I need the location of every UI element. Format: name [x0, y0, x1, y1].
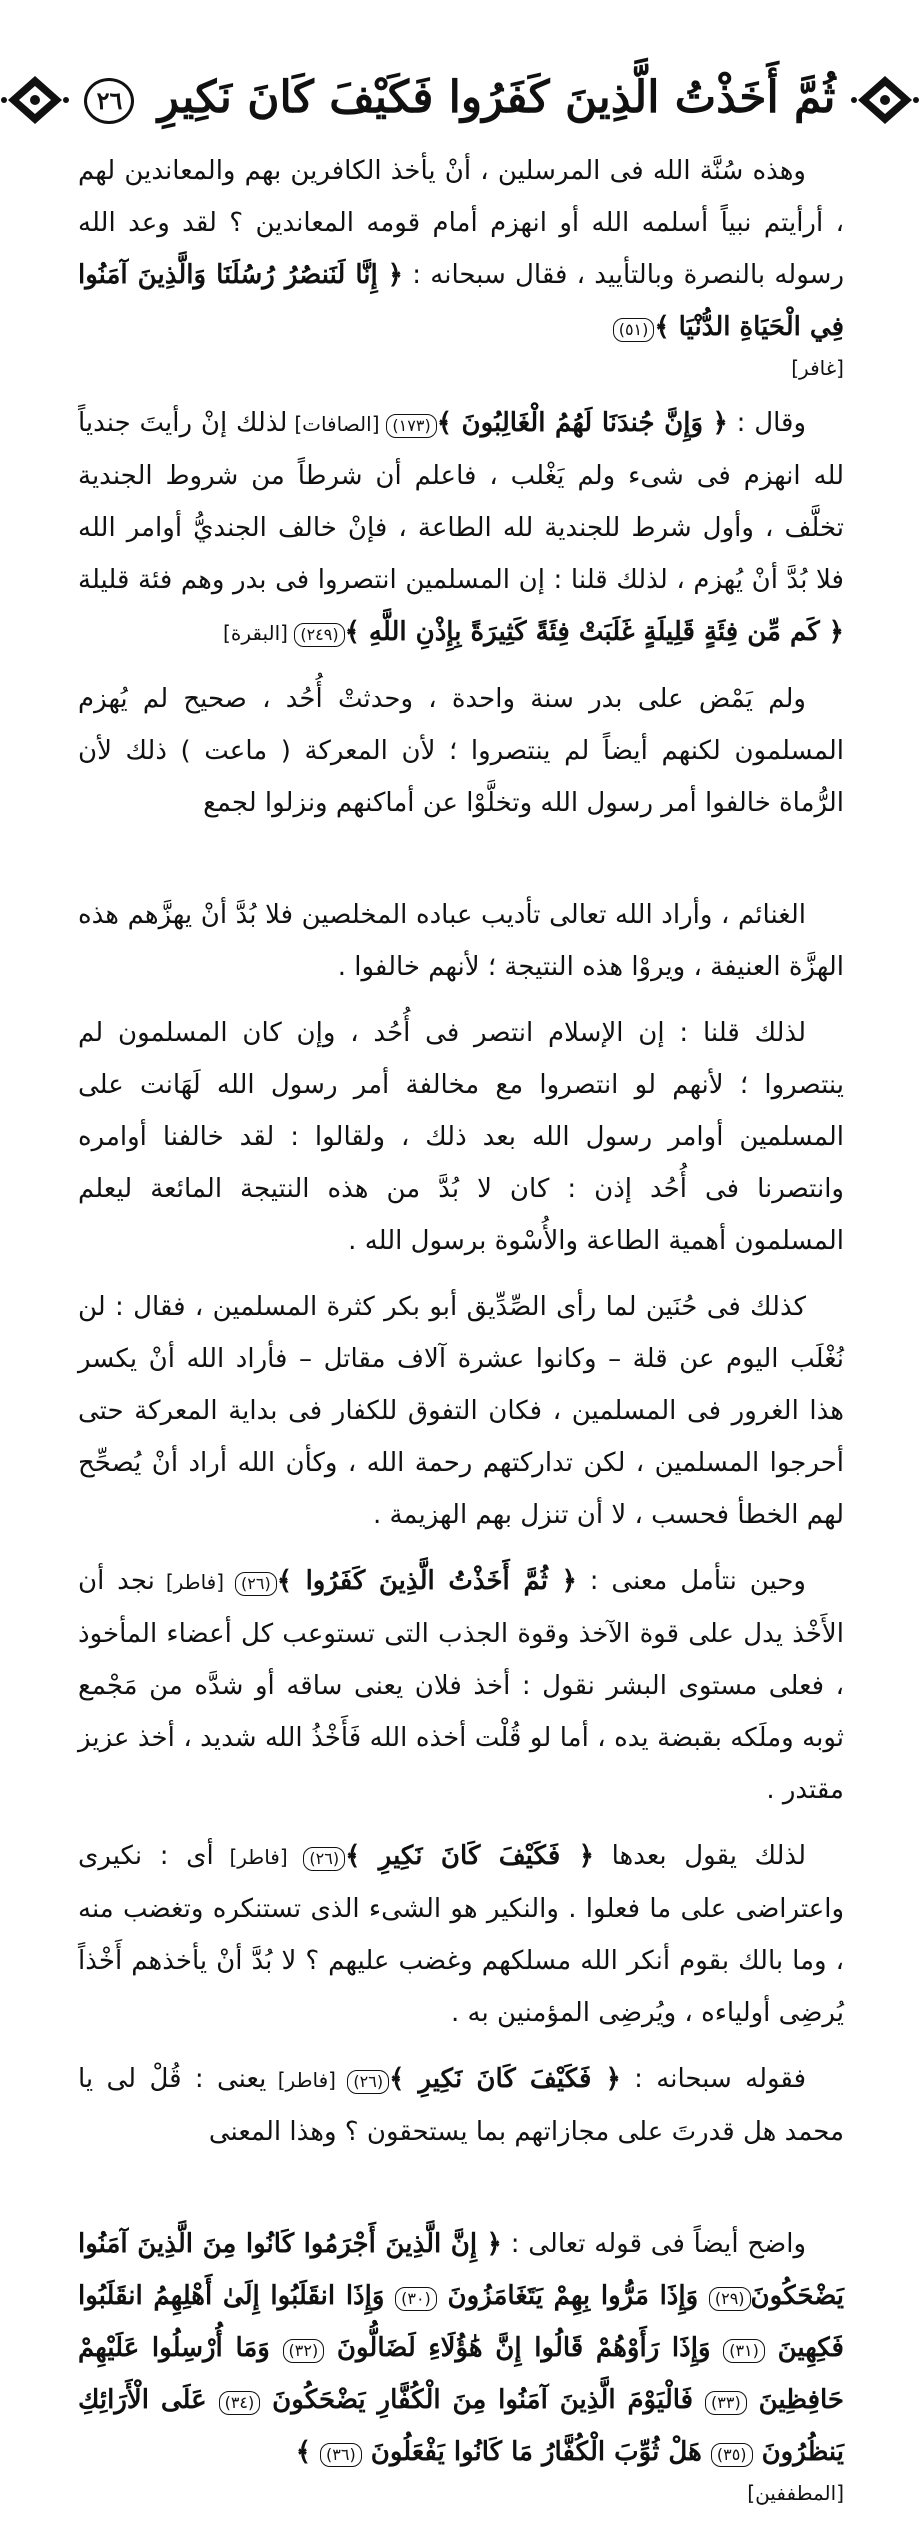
paragraph: [78, 1830, 844, 2039]
paragraph: [78, 673, 844, 829]
quran-quote: ﴿ كَم مِّن فِئَةٍ قَلِيلَةٍ غَلَبَتْ فِئَةً كَثِيرَةً بِإِذْنِ اللَّهِ ﴾: [344, 617, 844, 647]
paragraph-text: وقال :: [727, 408, 807, 438]
verse-number: (٣٥): [711, 2443, 753, 2467]
paragraph: [78, 889, 844, 993]
ornament-left-icon: [0, 70, 70, 130]
quran-quote: ﴿ إِنَّا لَنَنصُرُ رُسُلَنَا وَالَّذِينَ آمَنُوا فِي الْحَيَاةِ الدُّنْيَا ﴾: [78, 260, 844, 342]
paragraph-text: أى : نكيرى واعتراضى على ما فعلوا . والنكير هو الشىء الذى تستنكره وتغضب منه ، وما بالك بقوم أنكر الله مسلكهم وغضب عليهم ؟ لا بُدَّ أنْ يأخذهم أَخْذاً يُرضِى أولياءه ، ويُرضِى المؤمنين به .: [78, 1841, 844, 2028]
quran-quote: ﴿ إِنَّ الَّذِينَ أَجْرَمُوا كَانُوا مِنَ الَّذِينَ آمَنُوا يَضْحَكُونَ: [78, 2229, 844, 2311]
quran-quote: ﴿ فَكَيْفَ كَانَ نَكِيرِ ﴾: [389, 2064, 621, 2094]
quran-quote: ﴿ وَإِنَّ جُندَنَا لَهُمُ الْغَالِبُونَ ﴾: [436, 408, 728, 438]
verse-number: (٥١): [613, 318, 655, 342]
paragraph-text: واضح أيضاً فى قوله تعالى :: [501, 2229, 807, 2259]
paragraph: [78, 145, 844, 383]
paragraph: [78, 2053, 844, 2158]
paragraph: [78, 1555, 844, 1816]
verse-number: (٢٩): [709, 2287, 751, 2311]
verse-number: (٢٦): [235, 1572, 277, 1596]
quran-quote: ﴿ ثُمَّ أَخَذْتُ الَّذِينَ كَفَرُوا ﴾: [276, 1566, 577, 1596]
paragraph: [78, 2218, 844, 2508]
quran-quote: هَلْ ثُوِّبَ الْكُفَّارُ مَا كَانُوا يَفْعَلُونَ: [361, 2437, 711, 2467]
surah-reference: [فاطر]: [154, 1570, 235, 1594]
verse-header: [96, 55, 836, 145]
paragraph-text: وحين نتأمل معنى :: [576, 1566, 806, 1596]
paragraph-text: كذلك فى حُنَين لما رأى الصِّدِّيق أبو بكر كثرة المسلمين ، فقال : لن نُغْلَب اليوم عن قلة – وكانوا عشرة آلاف مقاتل – فأراد الله أنْ يكسر هذا الغرور فى المسلمين ، فكان التفوق للكفار فى بداية المعركة حتى أحرجوا المسلمين ، لكن تداركتهم رحمة الله ، وكأن الله أراد أنْ يُصحِّح لهم الخطأ فحسب ، لا أن تنزل بهم الهزيمة .: [78, 1292, 844, 1530]
quran-quote: وَإِذَا انقَلَبُوا إِلَىٰ أَهْلِهِمُ انقَلَبُوا فَكِهِينَ: [78, 2281, 844, 2363]
commentary-body: [78, 145, 844, 2522]
surah-reference: [فاطر]: [266, 2068, 348, 2092]
verse-number: (٣٣): [705, 2391, 747, 2415]
quran-quote: فَالْيَوْمَ الَّذِينَ آمَنُوا مِنَ الْكُفَّارِ يَضْحَكُونَ: [260, 2385, 706, 2415]
surah-reference: [غافر]: [791, 356, 844, 380]
surah-reference: [الصافات]: [287, 412, 387, 436]
quran-quote: ﴾: [295, 2437, 320, 2467]
paragraph-text: الغنائم ، وأراد الله تعالى تأديب عباده المخلصين فلا بُدَّ أنْ يهزَّهم هذه الهزَّة العنيفة ، ويروْا هذه النتيجة ؛ لأنهم خالفوا .: [78, 900, 844, 982]
header-verse: [70, 72, 849, 124]
verse-number: (٣٢): [283, 2339, 325, 2363]
verse-number: (٢٤٩): [294, 623, 344, 647]
paragraph-text: لذلك قلنا : إن الإسلام انتصر فى أُحُد ، وإن كان المسلمون لم ينتصروا ؛ لأنهم لو انتصروا مع مخالفة أمر رسول الله لَهَانت على المسلمين أوامر رسول الله بعد ذلك ، ولقالوا : لقد خالفنا أوامره وانتصرنا فى أُحُد إذن : كان لا بُدَّ من هذه النتيجة المائعة ليعلم المسلمون أهمية الطاعة والأُسْوة برسول الله .: [78, 1018, 844, 1256]
verse-number: (٣٦): [320, 2443, 362, 2467]
paragraph-text: يعنى : قُلْ لى يا محمد هل قدرتَ على مجازاتهم بما يستحقون ؟ وهذا المعنى: [78, 2064, 844, 2147]
header-verse-text: ثُمَّ أَخَذْتُ الَّذِينَ كَفَرُوا فَكَيْفَ كَانَ نَكِيرِ: [157, 72, 836, 124]
paragraph: [78, 1281, 844, 1541]
paragraph: [78, 397, 844, 659]
header-verse-number: ٢٦: [84, 78, 134, 124]
paragraph-text: ولم يَمْض على بدر سنة واحدة ، وحدثتْ أُحُد ، صحيح لم يُهزم المسلمون لكنهم أيضاً لم ينتصروا ؛ لأن المعركة ( ماعت ) ذلك لأن الرُّماة خالفوا أمر رسول الله وتخلَّوْا عن أماكنهم ونزلوا لجمع: [78, 684, 844, 818]
verse-number: (٢٦): [347, 2070, 389, 2094]
quran-quote: وَمَا أُرْسِلُوا عَلَيْهِمْ حَافِظِينَ: [78, 2333, 844, 2415]
quran-quote: عَلَى الْأَرَائِكِ يَنظُرُونَ: [78, 2385, 844, 2467]
paragraph-text: لذلك يقول بعدها: [593, 1841, 806, 1871]
verse-number: (٣١): [723, 2339, 765, 2363]
paragraph-text: فقوله سبحانه :: [620, 2064, 807, 2094]
quran-quote: وَإِذَا رَأَوْهُمْ قَالُوا إِنَّ هَٰؤُلَاءِ لَضَالُّونَ: [324, 2333, 724, 2363]
quran-quote: وَإِذَا مَرُّوا بِهِمْ يَتَغَامَزُونَ: [436, 2281, 709, 2311]
surah-reference: [المطففين]: [747, 2481, 844, 2505]
verse-number: (٣٠): [395, 2287, 437, 2311]
paragraph-text: وهذه سُنَّة الله فى المرسلين ، أنْ يأخذ الكافرين بهم والمعاندين لهم ، أرأيتم نبياً أسلمه الله أو انهزم أمام قومه المعاندين ؟ لقد وعد الله رسوله بالنصرة وبالتأييد ، فقال سبحانه :: [78, 156, 845, 290]
quran-quote: ﴿ فَكَيْفَ كَانَ نَكِيرِ ﴾: [345, 1841, 594, 1871]
paragraph: [78, 1007, 844, 1267]
paragraph-text: لذلك إنْ رأيتَ جندياً لله انهزم فى شىء ولم يَغْلب ، فاعلم أن شرطاً من شروط الجندية تخلَّف ، وأول شرط للجندية لله الطاعة ، فإنْ خالف الجنديُّ أوامر الله فلا بُدَّ أنْ يُهزم ، لذلك قلنا : إن المسلمين انتصروا فى بدر وهم فئة قليلة: [78, 408, 844, 595]
verse-number: (٣٤): [219, 2391, 261, 2415]
verse-number: (٢٦): [303, 1847, 345, 1871]
verse-number: (١٧٣): [386, 414, 436, 438]
surah-reference: [البقرة]: [223, 621, 295, 645]
surah-reference: [فاطر]: [213, 1845, 304, 1869]
ornament-right-icon: [850, 70, 920, 130]
paragraph-text: نجد أن الأَخْذ يدل على قوة الآخذ وقوة الجذب التى تستوعب كل أعضاء المأخوذ ، فعلى مستوى البشر نقول : أخذ فلان يعنى ساقه أو شدَّه من مَجْمع ثوبه وملَكه بقبضة يده ، أما لو قُلْت أخذه الله فَأَخْذُ الله شديد ، أخذ عزيز مقتدر .: [78, 1566, 844, 1805]
